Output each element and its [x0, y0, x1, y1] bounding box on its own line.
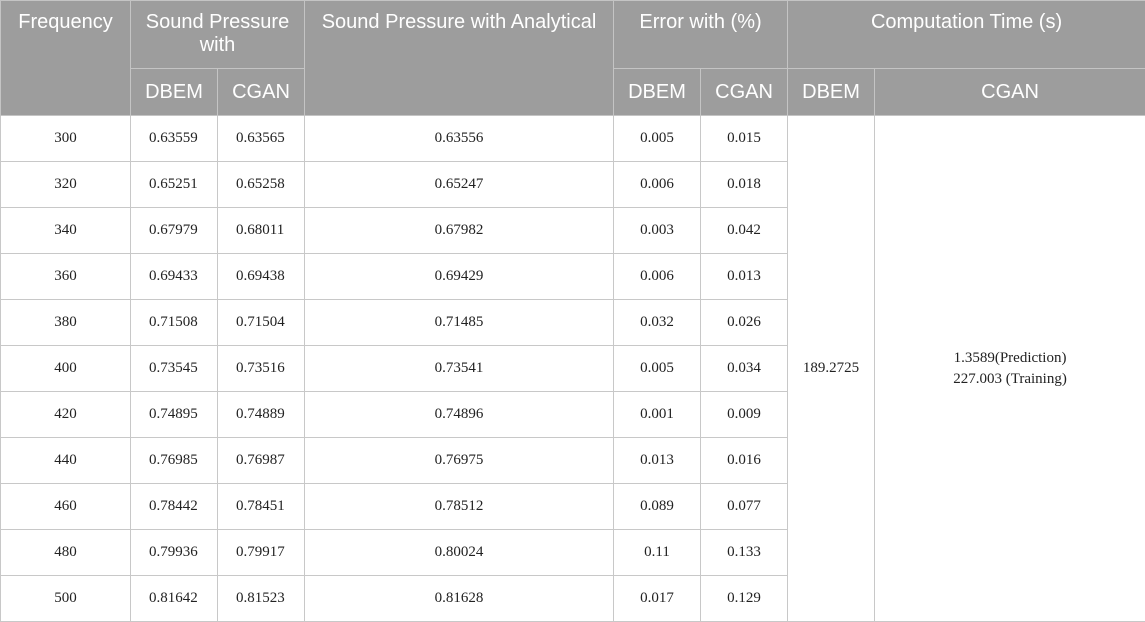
cell-error-cgan: 0.009: [701, 392, 788, 438]
table-row: [1, 116, 1145, 162]
cell-error-cgan: 0.013: [701, 254, 788, 300]
cell-pressure-analytical: 0.74896: [305, 392, 614, 438]
header-sound-pressure-analytical: Sound Pressure with Analytical: [305, 1, 614, 116]
cell-pressure-dbem: 0.79936: [131, 530, 218, 576]
subheader-time-cgan: CGAN: [875, 69, 1145, 116]
cell-pressure-analytical: 0.73541: [305, 346, 614, 392]
cell-pressure-cgan: 0.78451: [218, 484, 305, 530]
cell-pressure-analytical: 0.65247: [305, 162, 614, 208]
cell-pressure-cgan: 0.68011: [218, 208, 305, 254]
cell-pressure-cgan: 0.74889: [218, 392, 305, 438]
header-error: Error with (%): [614, 1, 788, 69]
cell-error-cgan: 0.016: [701, 438, 788, 484]
cell-frequency: 340: [1, 208, 131, 254]
cell-pressure-dbem: 0.63559: [131, 116, 218, 162]
cell-error-dbem: 0.003: [614, 208, 701, 254]
cell-pressure-dbem: 0.76985: [131, 438, 218, 484]
cell-pressure-dbem: 0.74895: [131, 392, 218, 438]
cell-time-dbem: 189.2725: [788, 116, 875, 622]
cell-pressure-analytical: 0.81628: [305, 576, 614, 622]
cell-error-dbem: 0.013: [614, 438, 701, 484]
cell-pressure-analytical: 0.63556: [305, 116, 614, 162]
cell-pressure-analytical: 0.78512: [305, 484, 614, 530]
cell-pressure-cgan: 0.76987: [218, 438, 305, 484]
cell-error-dbem: 0.005: [614, 116, 701, 162]
cell-frequency: 480: [1, 530, 131, 576]
cell-frequency: 420: [1, 392, 131, 438]
cell-error-cgan: 0.015: [701, 116, 788, 162]
subheader-pressure-cgan: CGAN: [218, 69, 305, 116]
header-sound-pressure-with: Sound Pressure with: [131, 1, 305, 69]
cell-error-cgan: 0.133: [701, 530, 788, 576]
cell-pressure-analytical: 0.69429: [305, 254, 614, 300]
cell-error-cgan: 0.034: [701, 346, 788, 392]
cell-error-cgan: 0.026: [701, 300, 788, 346]
table-header: [1, 1, 1145, 116]
cell-error-dbem: 0.006: [614, 254, 701, 300]
cell-pressure-dbem: 0.81642: [131, 576, 218, 622]
cell-frequency: 380: [1, 300, 131, 346]
cell-frequency: 400: [1, 346, 131, 392]
cell-pressure-cgan: 0.69438: [218, 254, 305, 300]
cell-error-dbem: 0.005: [614, 346, 701, 392]
subheader-error-cgan: CGAN: [701, 69, 788, 116]
cell-frequency: 360: [1, 254, 131, 300]
cell-pressure-cgan: 0.63565: [218, 116, 305, 162]
cell-pressure-dbem: 0.78442: [131, 484, 218, 530]
cell-error-cgan: 0.018: [701, 162, 788, 208]
cell-frequency: 460: [1, 484, 131, 530]
cell-pressure-analytical: 0.80024: [305, 530, 614, 576]
cell-pressure-cgan: 0.73516: [218, 346, 305, 392]
cell-error-dbem: 0.11: [614, 530, 701, 576]
cell-error-dbem: 0.001: [614, 392, 701, 438]
cell-frequency: 320: [1, 162, 131, 208]
cell-pressure-analytical: 0.71485: [305, 300, 614, 346]
subheader-error-dbem: DBEM: [614, 69, 701, 116]
cell-time-cgan: [875, 116, 1145, 622]
cell-pressure-analytical: 0.76975: [305, 438, 614, 484]
cell-error-dbem: 0.089: [614, 484, 701, 530]
header-frequency: Frequency: [1, 1, 131, 116]
subheader-pressure-dbem: DBEM: [131, 69, 218, 116]
cell-pressure-cgan: 0.65258: [218, 162, 305, 208]
cell-error-cgan: 0.077: [701, 484, 788, 530]
cell-pressure-dbem: 0.69433: [131, 254, 218, 300]
cell-pressure-cgan: 0.71504: [218, 300, 305, 346]
cell-error-dbem: 0.032: [614, 300, 701, 346]
cgan-training-time: 227.003 (Training): [953, 371, 1067, 387]
cell-pressure-dbem: 0.71508: [131, 300, 218, 346]
cell-frequency: 500: [1, 576, 131, 622]
cell-error-dbem: 0.006: [614, 162, 701, 208]
cell-frequency: 300: [1, 116, 131, 162]
cell-pressure-dbem: 0.73545: [131, 346, 218, 392]
cell-pressure-cgan: 0.81523: [218, 576, 305, 622]
cell-pressure-cgan: 0.79917: [218, 530, 305, 576]
header-computation-time: Computation Time (s): [788, 1, 1145, 69]
cell-pressure-dbem: 0.65251: [131, 162, 218, 208]
cell-pressure-analytical: 0.67982: [305, 208, 614, 254]
cell-frequency: 440: [1, 438, 131, 484]
table-body: [1, 116, 1145, 622]
subheader-time-dbem: DBEM: [788, 69, 875, 116]
cell-error-cgan: 0.129: [701, 576, 788, 622]
cell-pressure-dbem: 0.67979: [131, 208, 218, 254]
cell-error-dbem: 0.017: [614, 576, 701, 622]
cell-error-cgan: 0.042: [701, 208, 788, 254]
cgan-prediction-time: 1.3589(Prediction): [954, 350, 1067, 366]
